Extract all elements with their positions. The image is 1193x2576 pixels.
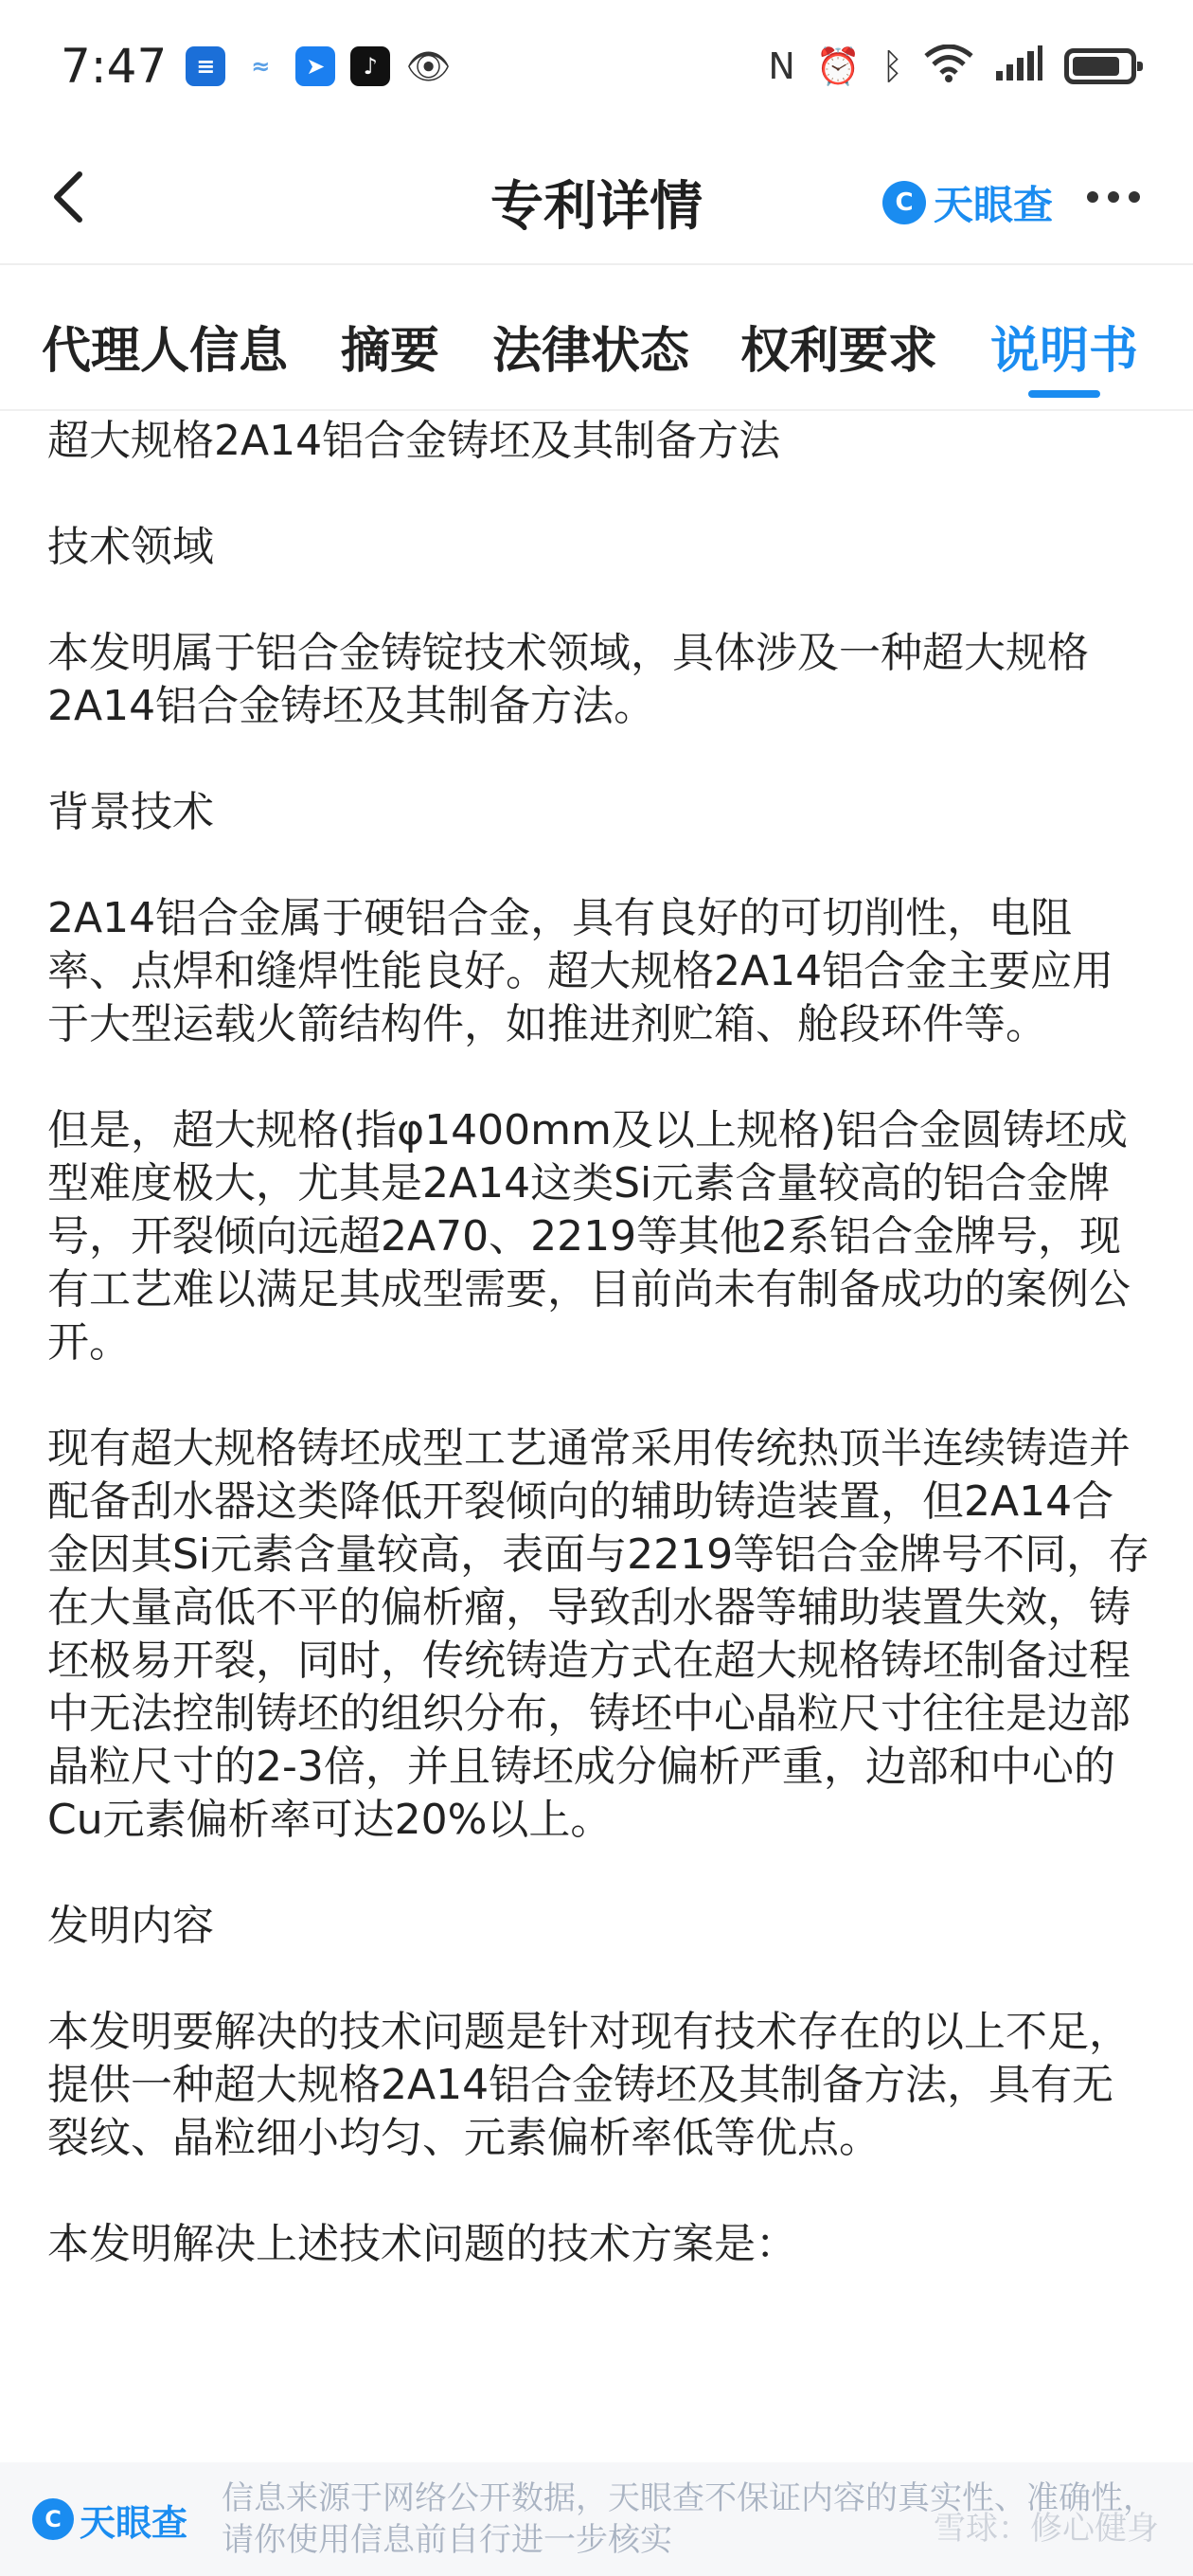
- tab-abstract[interactable]: 摘要: [341, 323, 440, 380]
- active-tab-indicator: [1028, 390, 1100, 398]
- brand-name: 天眼查: [934, 182, 1054, 228]
- status-bar: [0, 0, 1193, 133]
- section-paragraph: 2A14铝合金属于硬铝合金，具有良好的可切削性，电阻率、点焊和缝焊性能良好。超大规格2A14铝合金主要应用于大型运载火箭结构件，如推进剂贮箱、舱段环件等。: [47, 894, 1114, 1048]
- footer-brand-name: 天眼查: [80, 2501, 188, 2544]
- alarm-icon: ⏰: [815, 45, 862, 87]
- disclaimer-line-1: 信息来源于网络公开数据，天眼查不保证内容的真实性、准确性，: [222, 2479, 1156, 2517]
- section-paragraph: 本发明要解决的技术问题是针对现有技术存在的以上不足，提供一种超大规格2A14铝合金铸坯及其制备方法，具有无裂纹、晶粒细小均匀、元素偏析率低等优点。: [47, 2008, 1131, 2162]
- section-paragraph: 但是，超大规格(指φ1400mm及以上规格)铝合金圆铸坯成型难度极大，尤其是2A14这类Si元素含量较高的铝合金牌号，开裂倾向远超2A70、2219等其他2系铝合金牌号，现有工艺难以满足其成型需要，目前尚未有制备成功的案例公开。: [47, 1106, 1131, 1367]
- signal-icon-svg: [994, 45, 1043, 82]
- disclaimer-line-2: 请你使用信息前自行进一步核实: [222, 2521, 673, 2559]
- more-dot-icon: [1129, 191, 1140, 203]
- section-paragraph: 现有超大规格铸坯成型工艺通常采用传统热顶半连续铸造并配备刮水器这类降低开裂倾向的辅助铸造装置，但2A14合金因其Si元素含量较高，表面与2219等铝合金牌号不同，存在大量高低不平的偏析瘤，导致刮水器等辅助装置失效，铸坯极易开裂，同时，传统铸造方式在超大规格铸坯制备过程中无法控制铸坯的组织分布，铸坯中心晶粒尺寸往往是边部晶粒尺寸的2-3倍，并且铸坯成分偏析严重，边部和中心的Cu元素偏析率可达20%以上。: [47, 1424, 1150, 1844]
- watermark: 雪球：修心健身: [934, 2510, 1159, 2548]
- brand: [882, 174, 1053, 231]
- status-time: 7:47: [61, 39, 168, 94]
- section-paragraph: 本发明属于铝合金铸锭技术领域，具体涉及一种超大规格2A14铝合金铸坯及其制备方法。: [47, 629, 1089, 730]
- eye-icon: 👁: [405, 45, 452, 87]
- tab-legal-status[interactable]: 法律状态: [492, 323, 690, 380]
- app3-icon: ➤: [295, 46, 335, 86]
- tiktok-icon: ♪: [350, 46, 390, 86]
- patent-title: 超大规格2A14铝合金铸坯及其制备方法: [47, 417, 781, 465]
- signal-icon: [994, 45, 1043, 88]
- nfc-icon: N: [768, 45, 795, 87]
- tianyancha-logo-icon: C: [882, 181, 926, 224]
- app1-icon: ≡: [186, 46, 225, 86]
- tab-agent-info[interactable]: 代理人信息: [42, 323, 289, 380]
- section-heading: 背景技术: [47, 788, 214, 836]
- app-header: [0, 133, 1193, 265]
- wifi-icon-svg: [924, 45, 973, 82]
- footer-brand: [32, 2494, 187, 2546]
- description-content: [47, 415, 1155, 2324]
- section-heading: 技术领域: [47, 523, 214, 571]
- tianyancha-logo-icon: C: [32, 2498, 74, 2540]
- tab-description[interactable]: 说明书: [990, 323, 1139, 380]
- battery-fill: [1073, 57, 1119, 76]
- more-options-button[interactable]: [1087, 191, 1140, 203]
- section-heading: 发明内容: [47, 1902, 214, 1950]
- app2-icon: ≈: [240, 46, 280, 86]
- page-title: 专利详情: [490, 176, 703, 238]
- system-status-icons: [768, 45, 1136, 88]
- tab-claims[interactable]: 权利要求: [740, 323, 938, 380]
- tab-bar: [0, 267, 1193, 411]
- more-dot-icon: [1108, 191, 1119, 203]
- more-dot-icon: [1087, 191, 1098, 203]
- section-paragraph: 本发明解决上述技术问题的技术方案是：: [47, 2220, 797, 2268]
- battery-icon: [1064, 48, 1136, 84]
- wifi-icon: [924, 45, 973, 88]
- bluetooth-icon: ᛒ: [881, 45, 903, 87]
